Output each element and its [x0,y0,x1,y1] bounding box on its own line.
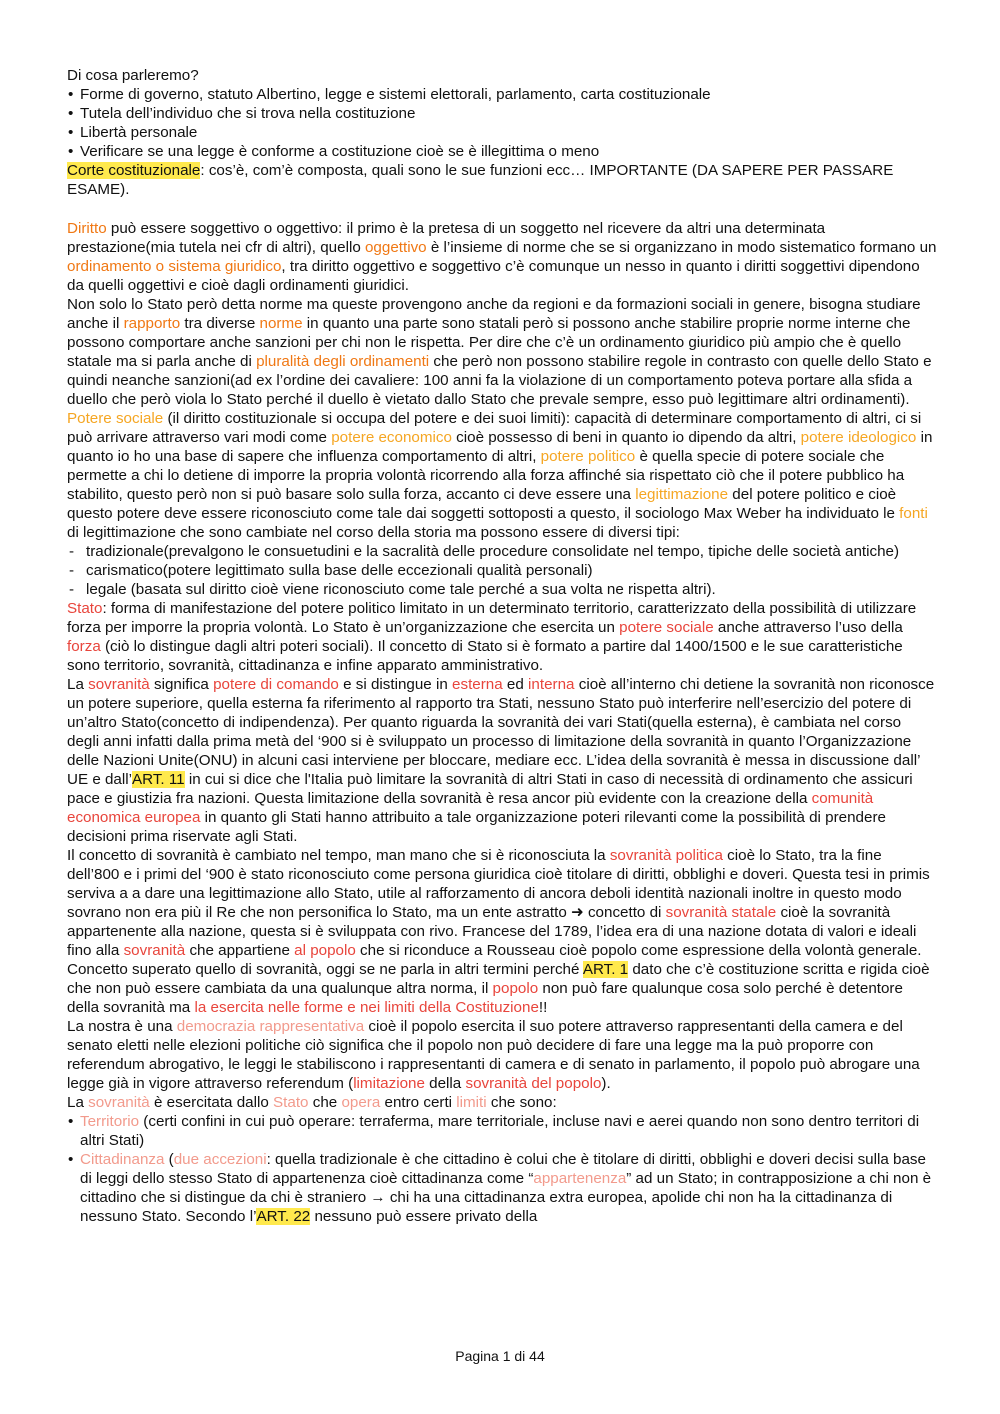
text-run: ” ad un Stato; in contrapposizione a chi non è cittadino che si distingue da chi è straniero → chi ha una cittadinanza extra europea, apolide chi non ha la cittadinanza di nessuno Stato. Secondo l’ [80,1170,932,1225]
keyword: forza [67,638,101,655]
paragraph-norme [67,295,937,409]
paragraph-limiti [67,1093,937,1112]
keyword: Cittadinanza [80,1151,165,1168]
text-run: non può fare qualunque cosa solo perché è detentore della sovranità ma [67,980,903,1016]
text-run: (certi confini in cui può operare: terraferma, mare territoriale, incluse navi e aerei quando non sono dentro territori di altri Stati) [80,1113,920,1149]
paragraph-sovranita [67,675,937,846]
keyword: potere ideologico [800,429,917,446]
legitimation-types-list [67,542,937,599]
text-run: entro certi [380,1094,457,1111]
text-run: cioè possesso di beni in quanto io dipendo da altri, [451,429,801,446]
text-run: in quanto gli Stati hanno attribuito a tale organizzazione poteri rilevanti come la possibilità di prendere decisioni prima riservate agli Stati. [67,809,886,845]
text-run: La nostra è una [67,1018,177,1035]
document-page [67,66,937,1226]
text-run: (il diritto costituzionale si occupa del potere e dei suoi limiti): capacità di determinare comportamento di altri, ci si può arrivare attraverso vari modi come [67,410,922,446]
text-run: , tra diritto oggettivo e soggettivo c’è comunque un nesso in quanto i diritti soggettivi dipendono da quelli oggettivi e cioè dagli ordinamenti giuridici. [67,258,920,294]
text-run: significa [149,676,214,693]
keyword: Territorio [80,1113,140,1130]
text-run: può essere soggettivo o oggettivo: il primo è la pretesa di un soggetto nel ricevere da altri una determinata prestazione(mia tutela nei cfr di altri), quello [67,220,826,256]
list-item: - carismatico(potere legittimato sulla base delle eccezionali qualità personali) [67,561,937,580]
keyword: rapporto [123,315,181,332]
text-run: La [67,1094,89,1111]
text-run: Concetto superato quello di sovranità, oggi se ne parla in altri termini perché [67,961,583,978]
text-run: Non solo lo Stato però detta norme ma queste provengono anche da regioni e da formazioni sociali in genere, bisogna studiare anche il [67,296,921,332]
keyword: opera [341,1094,381,1111]
keyword: legittimazione [635,486,729,503]
paragraph-gap [67,199,937,219]
topic-item: • Forme di governo, statuto Albertino, legge e sistemi elettorali, parlamento, carta costituzionale [67,85,937,104]
text-run: cioè all’interno chi detiene la sovranità non riconosce un potere superiore, quella esterna fa riferimento al rapporto tra Stati, nessuno Stato può interferire nell’esercizio del potere di un’altro Stato(concetto di indipendenza). Per quanto riguarda la sovranità dei vari Stati(quella esterna), è cambiata nel corso degli anni infatti dalla prima metà del ‘900 si è sviluppato un processo di limitazione della sovranità in quanto l’Organizzazione delle Nazioni Unite(ONU) in alcuni casi interviene per bloccare, mediare ecc. L’idea della sovranità è messa in discussione dall’ UE e dall’ [67,676,935,788]
text-run: cioè la sovranità appartenente alla nazione, questa si è sviluppata con rivo. Francese del 1789, l’idea era di una nazione dotata di valori e ideali fino alla [67,904,917,959]
text-run: in quanto una parte sono statali però si possono anche stabilire proprie norme interne che possono comportare anche sanzioni per chi non le rispetta. Per dire che c’è un ordinamento giuridico più ampio che è quello statale ma si parla anche di [67,315,911,370]
keyword: interna [528,676,575,693]
article-highlight: ART. 22 [256,1208,311,1225]
keyword: potere economico [331,429,452,446]
page-number: Pagina 1 di 44 [455,1348,545,1364]
paragraph-art-1 [67,960,937,1017]
keyword: Stato [273,1094,309,1111]
intro-section [67,66,937,199]
text-run: ). [601,1075,611,1092]
keyword: potere politico [540,448,636,465]
keyword: ordinamento o sistema giuridico [67,258,282,275]
keyword: limitazione [353,1075,425,1092]
article-highlight: ART. 11 [132,771,185,788]
topic-item: • Verificare se una legge è conforme a costituzione cioè se è illegittima o meno [67,142,937,161]
keyword: al popolo [294,942,356,959]
keyword: Stato [67,600,103,617]
keyword: norme [259,315,303,332]
keyword: Potere sociale [67,410,164,427]
intro-heading: Di cosa parleremo? [67,67,199,84]
keyword: fonti [899,505,928,522]
article-highlight: ART. 1 [582,961,629,978]
text-run: tra diverse [180,315,260,332]
keyword: appartenenza [533,1170,627,1187]
corte-note [67,161,937,199]
highlighted-term: Corte costituzionale [67,162,201,179]
text-run: !! [538,999,548,1016]
keyword: Diritto [67,220,107,237]
list-item: - legale (basata sul diritto cioè viene riconosciuto come tale perché a sua volta ne rispetta altri). [67,580,937,599]
text-run: è esercitata dallo [149,1094,274,1111]
text-run: e si distingue in [338,676,453,693]
list-item [67,1150,937,1226]
keyword: sovranità [123,942,186,959]
text-run: del potere politico e cioè questo potere deve essere riconosciuto come tale dai soggetti sottoposti a questo, il sociologo Max Weber ha individuato le [67,486,900,522]
text-run: della [424,1075,466,1092]
text-run: nessuno può essere privato della [310,1208,538,1225]
keyword: potere sociale [619,619,714,636]
text-run: in cui si dice che l'Italia può limitare la sovranità di altri Stati in caso di necessità di ordinamento che assicuri pace e giustizia fra nazioni. Questa limitazione della sovranità è resa ancor più evidente con la creazione della [67,771,913,807]
text-run: cioè lo Stato, tra la fine dell’800 e i primi del ‘900 è stato riconosciuto come persona giuridica cioè titolare di diritti, obblighi e doveri. Questa tesi in primis serviva a a dare una legittimazione allo Stato, utile al rafforzamento di ancora deboli identità nazionali inoltre in questo modo sovrano non era più il Re che non personifica lo Stato, ma un ente astratto ➜ concetto di [67,847,930,921]
text-run: è quella specie di potere sociale che permette a chi lo detiene di imporre la propria volontà ricorrendo alla forza affinché sia rispettato ciò che il potere pubblico ha stabilito, questo però non si può basare solo sulla forza, accanto ci deve essere una [67,448,905,503]
text-run: : forma di manifestazione del potere politico limitato in un determinato territorio, caratterizzato della possibilità di utilizzare forza per imporre la propria volontà. Lo Stato è un’organizzazione che esercita un [67,600,917,636]
keyword: sovranità del popolo [465,1075,602,1092]
text-run: ed [502,676,529,693]
text-run: anche attraverso l’uso della [713,619,903,636]
text-run: in quanto io ho una base di sapere che influenza comportamento di altri, [67,429,933,465]
text-run: è l’insieme di norme che se si organizzano in modo sistematico formano un [426,239,937,256]
text-run: : quella tradizionale è che cittadino è colui che è titolare di diritti, obblighi e doveri decisi sulla base di leggi dello stesso Stato di appartenenza cioè cittadinanza come “ [80,1151,926,1187]
text-run: : cos’è, com’è composta, quali sono le sue funzioni ecc… IMPORTANTE (DA SAPERE PER PASSARE ESAME). [67,162,894,198]
limits-list [67,1112,937,1226]
keyword: sovranità politica [609,847,723,864]
list-item: - tradizionale(prevalgono le consuetudini e la sacralità delle procedure consolidate nel tempo, tipiche delle società antiche) [67,542,937,561]
text-run: che [308,1094,342,1111]
paragraph-democrazia [67,1017,937,1093]
text-run: che però non possono stabilire regole in contrasto con quelle dello Stato e quindi neanche sanzioni(ad ex l’ordine dei cavaliere: 100 anni fa la violazione di un comportamento poteva portare alla sfida a duello che però viola lo Stato perché il duello è vietato dallo Stato che prevale sempre, esso può legittimare altri ordinamenti). [67,353,932,408]
keyword: democrazia rappresentativa [176,1018,365,1035]
topic-item: • Libertà personale [67,123,937,142]
paragraph-potere-sociale [67,409,937,542]
keyword: comunità economica europea [67,790,874,826]
page-footer [0,1348,1000,1364]
topics-list [67,85,937,161]
keyword: pluralità degli ordinamenti [256,353,430,370]
paragraph-stato [67,599,937,675]
keyword: sovranità statale [665,904,777,921]
list-item [67,1112,937,1150]
topic-item: • Tutela dell’individuo che si trova nella costituzione [67,104,937,123]
keyword: esterna [452,676,503,693]
keyword: potere di comando [213,676,339,693]
text-run: dato che c’è costituzione scritta e rigida cioè che non può essere cambiata da una qualunque altra norma, il [67,961,930,997]
paragraph-diritto [67,219,937,295]
text-run: (ciò lo distingue dagli altri poteri sociali). Il concetto di Stato si è formato a partire dal 1400/1500 e le sue caratteristiche sono territorio, sovranità, cittadinanza e infine apparato amministrativo. [67,638,903,674]
text-run: ( [164,1151,174,1168]
keyword: la esercita nelle forme e nei limiti della Costituzione [194,999,539,1016]
keyword: sovranità [88,676,150,693]
paragraph-sovranita-storia [67,846,937,960]
keyword: oggettivo [364,239,427,256]
keyword: sovranità [88,1094,150,1111]
text-run: di legittimazione che sono cambiate nel corso della storia ma possono essere di diversi tipi: [67,524,680,541]
keyword: popolo [492,980,539,997]
keyword: limiti [456,1094,487,1111]
text-run: che si riconduce a Rousseau cioè popolo come espressione della volontà generale. [355,942,922,959]
keyword: due accezioni [173,1151,267,1168]
body-section [67,219,937,1226]
text-run: che appartiene [185,942,295,959]
text-run: che sono: [486,1094,557,1111]
text-run: cioè il popolo esercita il suo potere attraverso rappresentanti della camera e del senato eletti nelle elezioni politiche ciò significa che il popolo non può decidere di fare una legge ma la può proporre con referendum abrogativo, le leggi le stabiliscono i rappresentanti di camera e di senato in parlamento, il popolo può abrogare una legge già in vigore attraverso referendum ( [67,1018,920,1092]
text-run: La [67,676,89,693]
text-run: Il concetto di sovranità è cambiato nel tempo, man mano che si è riconosciuta la [67,847,610,864]
